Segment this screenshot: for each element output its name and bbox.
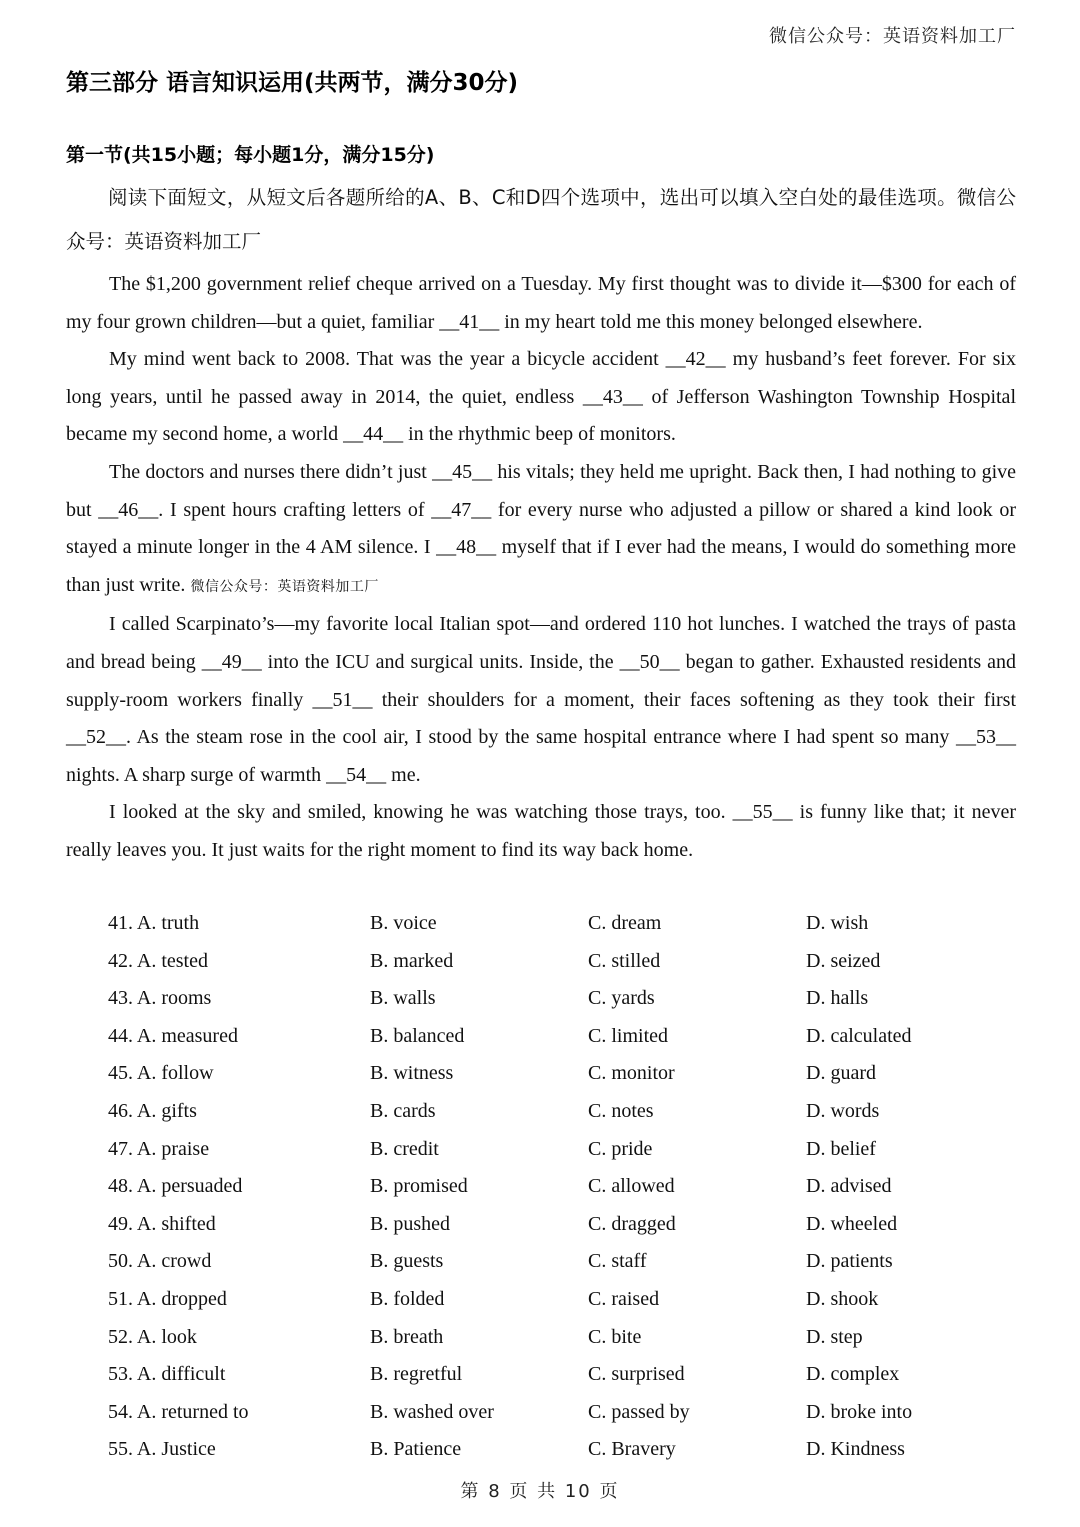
option-d: D. patients xyxy=(806,1250,893,1273)
option-c: C. allowed xyxy=(588,1175,675,1198)
option-a: 53. A. difficult xyxy=(108,1363,226,1386)
option-a: 43. A. rooms xyxy=(108,987,212,1010)
option-b: B. regretful xyxy=(370,1363,463,1386)
option-a: 52. A. look xyxy=(108,1325,197,1348)
option-b: B. promised xyxy=(370,1175,468,1198)
option-a: 45. A. follow xyxy=(108,1062,214,1085)
options-list xyxy=(108,905,1008,1469)
question-row xyxy=(108,1055,1008,1093)
part-title: 第三部分 语言知识运用(共两节，满分30分) xyxy=(66,70,519,96)
question-row xyxy=(108,1281,1008,1319)
option-c: C. raised xyxy=(588,1287,660,1310)
passage xyxy=(66,266,1016,870)
option-c: C. dragged xyxy=(588,1212,676,1235)
option-a: 42. A. tested xyxy=(108,949,208,972)
option-b: B. walls xyxy=(370,987,436,1010)
option-d: D. words xyxy=(806,1099,880,1122)
option-c: C. passed by xyxy=(588,1400,690,1423)
option-b: B. witness xyxy=(370,1062,454,1085)
option-d: D. wheeled xyxy=(806,1212,898,1235)
option-c: C. bite xyxy=(588,1325,642,1348)
option-d: D. wish xyxy=(806,912,869,934)
option-c: C. surprised xyxy=(588,1363,685,1386)
question-row xyxy=(108,980,1008,1018)
option-d: D. guard xyxy=(806,1062,876,1085)
option-a: 51. A. dropped xyxy=(108,1287,227,1310)
option-b: B. pushed xyxy=(370,1212,450,1235)
option-c: C. notes xyxy=(588,1099,654,1122)
option-d: D. advised xyxy=(806,1175,892,1198)
option-b: B. voice xyxy=(370,912,437,934)
passage-paragraph-1: The $1,200 government relief cheque arrived on a Tuesday. My first thought was to divide it—$300 for each of my four grown children—but a quiet, familiar __41__ in my heart told me this money belonged elsewhere. xyxy=(66,273,1016,333)
option-a: 55. A. Justice xyxy=(108,1438,216,1461)
question-row xyxy=(108,1394,1008,1432)
question-row xyxy=(108,1356,1008,1394)
option-d: D. complex xyxy=(806,1363,900,1386)
passage-paragraph-3-text: The doctors and nurses there didn’t just __45__ his vitals; they held me upright. Back then, I had nothing to give but __46__. I spent hours crafting letters of __47__ for every nurse who adjusted a pillow or shared a kind look or stayed a minute longer in the 4 AM silence. I __48__ myself that if I ever had the means, I would do something more than just write. xyxy=(66,460,1016,596)
question-row xyxy=(108,1131,1008,1169)
page-number: 第 8 页 共 10 页 xyxy=(460,1481,620,1502)
section-title: 第一节(共15小题；每小题1分，满分15分) xyxy=(66,144,435,166)
option-b: B. cards xyxy=(370,1099,436,1122)
question-row xyxy=(108,1206,1008,1244)
option-a: 47. A. praise xyxy=(108,1137,210,1160)
option-c: C. staff xyxy=(588,1250,647,1273)
question-row xyxy=(108,1168,1008,1206)
question-row xyxy=(108,1319,1008,1357)
question-row xyxy=(108,1093,1008,1131)
option-d: D. shook xyxy=(806,1287,879,1310)
passage-paragraph-3 xyxy=(66,454,1016,606)
question-row xyxy=(108,905,1008,943)
instructions: 阅读下面短文，从短文后各题所给的A、B、C和D四个选项中，选出可以填入空白处的最佳选项。微信公众号：英语资料加工厂 xyxy=(66,186,1016,253)
inline-watermark: 微信公众号：英语资料加工厂 xyxy=(190,578,379,595)
option-c: C. Bravery xyxy=(588,1438,676,1461)
question-row xyxy=(108,1243,1008,1281)
option-c: C. stilled xyxy=(588,949,661,972)
option-a: 44. A. measured xyxy=(108,1024,238,1047)
option-d: D. halls xyxy=(806,987,869,1010)
option-a: 50. A. crowd xyxy=(108,1250,212,1273)
option-d: D. broke into xyxy=(806,1400,913,1423)
option-d: D. belief xyxy=(806,1137,876,1160)
option-d: D. Kindness xyxy=(806,1438,905,1461)
question-row xyxy=(108,1018,1008,1056)
option-a: 41. A. truth xyxy=(108,912,200,934)
option-d: D. step xyxy=(806,1325,863,1348)
option-b: B. guests xyxy=(370,1250,444,1273)
option-b: B. folded xyxy=(370,1287,445,1310)
option-d: D. seized xyxy=(806,949,881,972)
passage-paragraph-2: My mind went back to 2008. That was the year a bicycle accident __42__ my husband’s feet forever. For six long years, until he passed away in 2014, the quiet, endless __43__ of Jefferson Washington Township Hospital became my second home, a world __44__ in the rhythmic beep of monitors. xyxy=(66,348,1016,446)
option-a: 48. A. persuaded xyxy=(108,1175,243,1198)
option-c: C. monitor xyxy=(588,1062,675,1085)
option-b: B. balanced xyxy=(370,1024,465,1047)
option-b: B. washed over xyxy=(370,1400,494,1423)
question-row xyxy=(108,1431,1008,1469)
option-d: D. calculated xyxy=(806,1024,912,1047)
option-b: B. marked xyxy=(370,949,454,972)
option-b: B. Patience xyxy=(370,1438,462,1461)
header-watermark: 微信公众号：英语资料加工厂 xyxy=(769,26,1016,47)
option-c: C. yards xyxy=(588,987,655,1010)
option-c: C. dream xyxy=(588,912,662,934)
option-c: C. limited xyxy=(588,1024,668,1047)
question-row xyxy=(108,943,1008,981)
option-a: 49. A. shifted xyxy=(108,1212,216,1235)
passage-paragraph-5: I looked at the sky and smiled, knowing he was watching those trays, too. __55__ is funny like that; it never really leaves you. It just waits for the right moment to find its way back home. xyxy=(66,801,1016,861)
option-c: C. pride xyxy=(588,1137,653,1160)
passage-paragraph-4: I called Scarpinato’s—my favorite local Italian spot—and ordered 110 hot lunches. I watched the trays of pasta and bread being __49__ into the ICU and surgical units. Inside, the __50__ began to gather. Exhausted residents and supply-room workers finally __51__ their shoulders for a moment, their faces softening as they took their first __52__. As the steam rose in the cool air, I stood by the same hospital entrance where I had spent so many __53__ nights. A sharp surge of warmth __54__ me. xyxy=(66,613,1016,786)
option-b: B. breath xyxy=(370,1325,444,1348)
option-b: B. credit xyxy=(370,1137,439,1160)
option-a: 54. A. returned to xyxy=(108,1400,249,1423)
option-a: 46. A. gifts xyxy=(108,1099,197,1122)
